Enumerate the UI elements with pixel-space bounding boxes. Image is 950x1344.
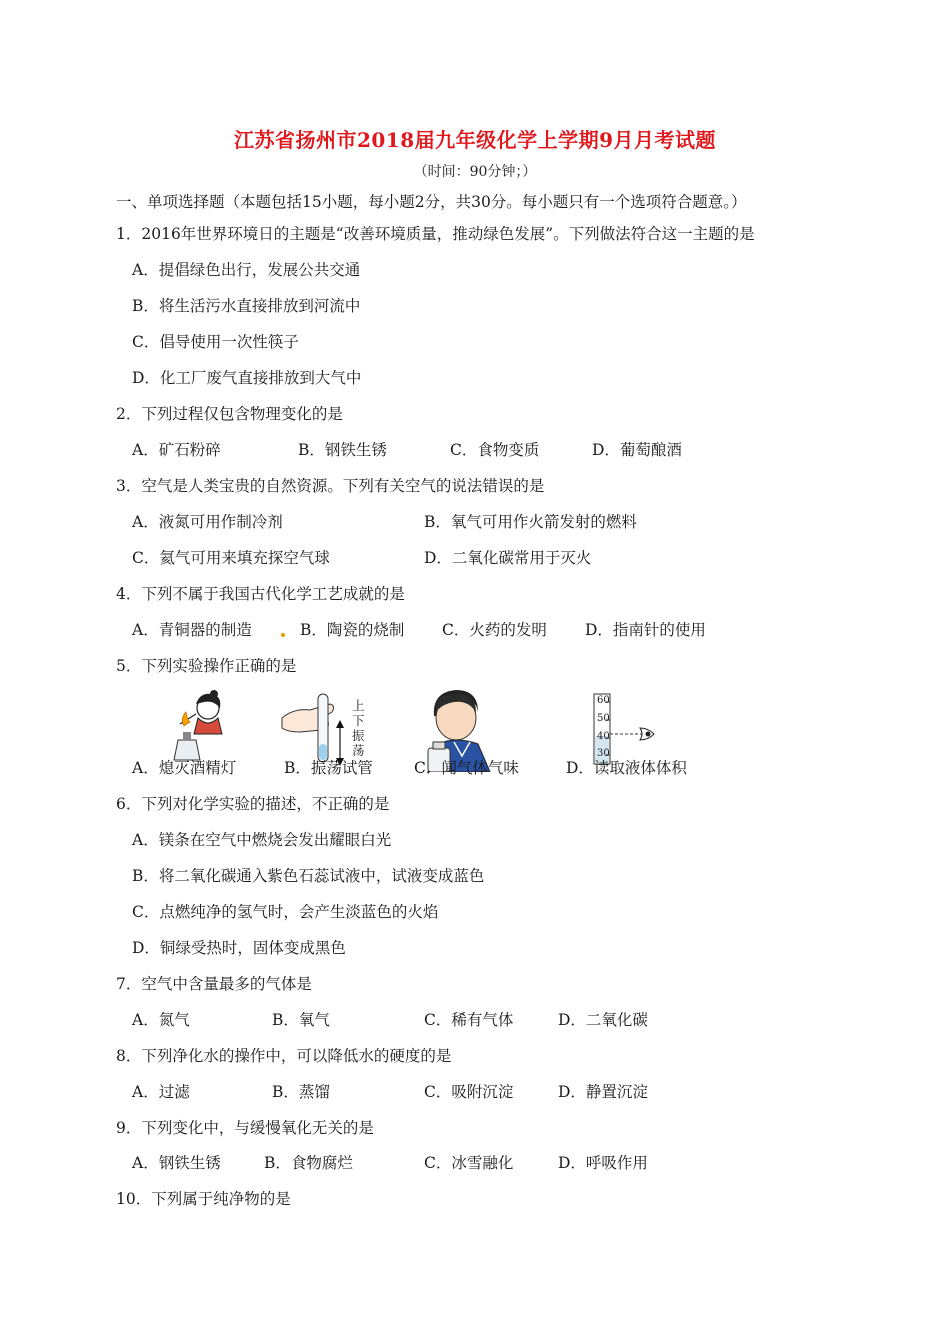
q9-option-c: C．冰雪融化 xyxy=(424,1154,514,1172)
q4-option-c: C．火药的发明 xyxy=(442,621,547,639)
q3-option-b: B．氧气可用作火箭发射的燃料 xyxy=(424,513,637,531)
q6-option-c: C．点燃纯净的氢气时，会产生淡蓝色的火焰 xyxy=(132,903,439,921)
q7-option-d: D．二氧化碳 xyxy=(558,1011,648,1029)
q4-option-b: B．陶瓷的烧制 xyxy=(300,621,405,639)
q7-option-b: B．氧气 xyxy=(272,1011,330,1029)
q6-option-b: B．将二氧化碳通入紫色石蕊试液中，试液变成蓝色 xyxy=(132,867,485,885)
q8-option-d: D．静置沉淀 xyxy=(558,1083,648,1101)
q1-option-c: C．倡导使用一次性筷子 xyxy=(132,333,299,351)
q6-option-a: A．镁条在空气中燃烧会发出耀眼白光 xyxy=(132,831,392,849)
cylinder-tick-40: 40 xyxy=(597,731,610,742)
question-3: 3．空气是人类宝贵的自然资源。下列有关空气的说法错误的是 xyxy=(116,477,545,495)
question-9: 9．下列变化中，与缓慢氧化无关的是 xyxy=(116,1119,374,1137)
q5-option-c: C．闻气体气味 xyxy=(414,759,519,777)
question-4: 4．下列不属于我国古代化学工艺成就的是 xyxy=(116,585,405,603)
q1-option-b: B．将生活污水直接排放到河流中 xyxy=(132,297,361,315)
q9-option-b: B．食物腐烂 xyxy=(264,1154,353,1172)
q2-option-b: B．钢铁生锈 xyxy=(298,441,387,459)
question-7: 7．空气中含量最多的气体是 xyxy=(116,975,312,993)
q7-option-c: C．稀有气体 xyxy=(424,1011,514,1029)
q5-option-a: A．熄灭酒精灯 xyxy=(132,759,237,777)
question-2: 2．下列过程仅包含物理变化的是 xyxy=(116,405,343,423)
q2-option-c: C．食物变质 xyxy=(450,441,540,459)
q3-option-d: D．二氧化碳常用于灭火 xyxy=(424,549,592,567)
q4-option-a: A．青铜器的制造 xyxy=(132,621,252,639)
stray-dot xyxy=(281,633,285,637)
cylinder-tick-50: 50 xyxy=(597,713,610,724)
q6-option-d: D．铜绿受热时，固体变成黑色 xyxy=(132,939,346,957)
q5-option-d: D．读取液体体积 xyxy=(566,759,687,777)
section-heading: 一、单项选择题（本题包括15小题，每小题2分，共30分。每小题只有一个选项符合题意。） xyxy=(116,193,747,211)
q5-option-b: B．振荡试管 xyxy=(284,759,373,777)
cylinder-tick-60: 60 xyxy=(597,695,610,706)
q9-option-a: A．钢铁生锈 xyxy=(132,1154,221,1172)
q8-option-b: B．蒸馏 xyxy=(272,1083,330,1101)
q8-option-a: A．过滤 xyxy=(132,1083,190,1101)
question-5: 5．下列实验操作正确的是 xyxy=(116,657,297,675)
q2-option-a: A．矿石粉碎 xyxy=(132,441,221,459)
question-6: 6．下列对化学实验的描述，不正确的是 xyxy=(116,795,390,813)
exam-time: （时间：90分钟；） xyxy=(413,164,537,180)
q1-option-a: A．提倡绿色出行，发展公共交通 xyxy=(132,261,361,279)
question-10: 10．下列属于纯净物的是 xyxy=(116,1190,291,1208)
q8-option-c: C．吸附沉淀 xyxy=(424,1083,514,1101)
q1-option-d: D．化工厂废气直接排放到大气中 xyxy=(132,369,362,387)
question-8: 8．下列净化水的操作中，可以降低水的硬度的是 xyxy=(116,1047,452,1065)
q3-option-c: C．氦气可用来填充探空气球 xyxy=(132,549,330,567)
q3-option-a: A．液氮可用作制冷剂 xyxy=(132,513,283,531)
alcohol-lamp-figure xyxy=(160,688,250,768)
page-title: 江苏省扬州市2018届九年级化学上学期9月月考试题 xyxy=(233,128,717,152)
cylinder-tick-30: 30 xyxy=(597,748,610,759)
shake-direction-label: 上下振荡 xyxy=(352,698,365,758)
q4-option-d: D．指南针的使用 xyxy=(585,621,706,639)
q9-option-d: D．呼吸作用 xyxy=(558,1154,648,1172)
question-1: 1．2016年世界环境日的主题是“改善环境质量，推动绿色发展”。下列做法符合这一主题的是 xyxy=(116,225,755,243)
q2-option-d: D．葡萄酿酒 xyxy=(592,441,682,459)
q7-option-a: A．氮气 xyxy=(132,1011,190,1029)
